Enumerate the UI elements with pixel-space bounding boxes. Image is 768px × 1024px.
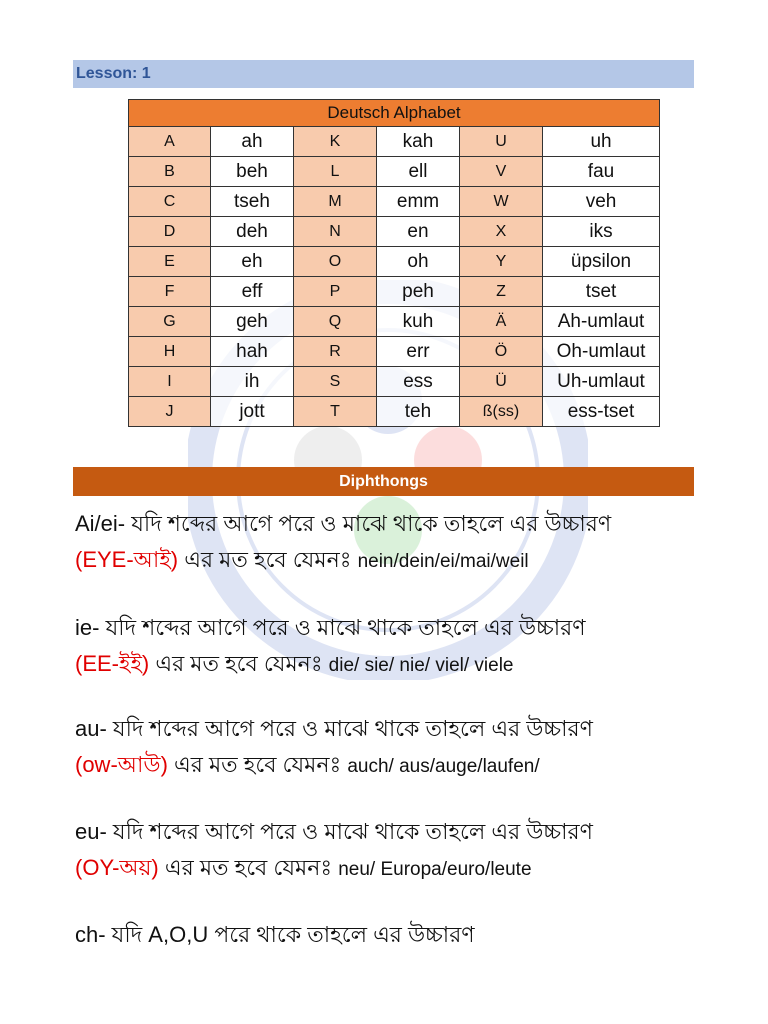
letter-cell: H xyxy=(129,337,211,367)
letter-cell: R xyxy=(294,337,377,367)
pronunciation-cell: tset xyxy=(543,277,660,307)
pronunciation-cell: oh xyxy=(377,247,460,277)
alphabet-row xyxy=(129,367,660,397)
diphthong-rule-ch: ch- যদি A,O,U পরে থাকে তাহলে এর উচ্চারণ xyxy=(75,922,475,947)
alphabet-row xyxy=(129,157,660,187)
sound-label: (EE-ইই) xyxy=(75,651,150,676)
pronunciation-cell: ih xyxy=(211,367,294,397)
pronunciation-cell: en xyxy=(377,217,460,247)
letter-cell: ß(ss) xyxy=(460,397,543,427)
diphthong-rule-eu: eu- যদি শব্দের আগে পরে ও মাঝে থাকে তাহলে এর উচ্চারণ (OY-অয়) এর মত হবে যেমনঃ neu/ Europa/euro/leute xyxy=(75,819,593,880)
letter-cell: D xyxy=(129,217,211,247)
pronunciation-cell: tseh xyxy=(211,187,294,217)
letter-cell: X xyxy=(460,217,543,247)
pronunciation-cell: Oh-umlaut xyxy=(543,337,660,367)
sound-label: (EYE-আই) xyxy=(75,547,179,572)
letter-cell: V xyxy=(460,157,543,187)
alphabet-row xyxy=(129,247,660,277)
letter-cell: S xyxy=(294,367,377,397)
examples: auch/ aus/auge/laufen/ xyxy=(347,756,540,777)
pronunciation-cell: eh xyxy=(211,247,294,277)
alphabet-row xyxy=(129,187,660,217)
letter-cell: L xyxy=(294,157,377,187)
pronunciation-cell: deh xyxy=(211,217,294,247)
pronunciation-cell: teh xyxy=(377,397,460,427)
letter-cell: M xyxy=(294,187,377,217)
letter-cell: P xyxy=(294,277,377,307)
alphabet-row xyxy=(129,127,660,157)
alphabet-row xyxy=(129,277,660,307)
pronunciation-cell: veh xyxy=(543,187,660,217)
pronunciation-cell: uh xyxy=(543,127,660,157)
pronunciation-cell: hah xyxy=(211,337,294,367)
alphabet-row xyxy=(129,217,660,247)
pronunciation-cell: peh xyxy=(377,277,460,307)
pronunciation-cell: ell xyxy=(377,157,460,187)
diphthong-rule-ie: ie- যদি শব্দের আগে পরে ও মাঝে থাকে তাহলে এর উচ্চারণ (EE-ইই) এর মত হবে যেমনঃ die/ sie/ nie/ viel/ viele xyxy=(75,615,586,676)
pronunciation-cell: üpsilon xyxy=(543,247,660,277)
pronunciation-cell: jott xyxy=(211,397,294,427)
diphthong-rule-au: au- যদি শব্দের আগে পরে ও মাঝে থাকে তাহলে এর উচ্চারণ (ow-আউ) এর মত হবে যেমনঃ auch/ aus/auge/laufen/ xyxy=(75,716,593,777)
letter-cell: C xyxy=(129,187,211,217)
letter-cell: G xyxy=(129,307,211,337)
alphabet-title: Deutsch Alphabet xyxy=(129,100,660,127)
pronunciation-cell: beh xyxy=(211,157,294,187)
pronunciation-cell: eff xyxy=(211,277,294,307)
pronunciation-cell: err xyxy=(377,337,460,367)
letter-cell: J xyxy=(129,397,211,427)
pronunciation-cell: emm xyxy=(377,187,460,217)
diphthong-rule-ai-ei: Ai/ei- যদি শব্দের আগে পরে ও মাঝে থাকে তাহলে এর উচ্চারণ (EYE-আই) এর মত হবে যেমনঃ nein/dein/ei/mai/weil xyxy=(75,511,612,572)
pronunciation-cell: fau xyxy=(543,157,660,187)
pronunciation-cell: kuh xyxy=(377,307,460,337)
sound-label: (OY-অয়) xyxy=(75,855,159,880)
alphabet-row xyxy=(129,397,660,427)
letter-cell: T xyxy=(294,397,377,427)
pronunciation-cell: Uh-umlaut xyxy=(543,367,660,397)
alphabet-table xyxy=(128,99,660,427)
pronunciation-cell: kah xyxy=(377,127,460,157)
letter-cell: U xyxy=(460,127,543,157)
pronunciation-cell: geh xyxy=(211,307,294,337)
pronunciation-cell: ah xyxy=(211,127,294,157)
letter-cell: Y xyxy=(460,247,543,277)
pronunciation-cell: iks xyxy=(543,217,660,247)
diphthongs-title: Diphthongs xyxy=(73,467,694,496)
letter-cell: F xyxy=(129,277,211,307)
examples: nein/dein/ei/mai/weil xyxy=(357,551,529,572)
alphabet-row xyxy=(129,307,660,337)
letter-cell: Q xyxy=(294,307,377,337)
letter-cell: A xyxy=(129,127,211,157)
letter-cell: N xyxy=(294,217,377,247)
letter-cell: Ö xyxy=(460,337,543,367)
letter-cell: K xyxy=(294,127,377,157)
pronunciation-cell: ess-tset xyxy=(543,397,660,427)
letter-cell: Z xyxy=(460,277,543,307)
lesson-label: Lesson: 1 xyxy=(73,60,694,88)
letter-cell: W xyxy=(460,187,543,217)
letter-cell: Ä xyxy=(460,307,543,337)
letter-cell: B xyxy=(129,157,211,187)
letter-cell: E xyxy=(129,247,211,277)
sound-label: (ow-আউ) xyxy=(75,752,168,777)
alphabet-row xyxy=(129,337,660,367)
pronunciation-cell: ess xyxy=(377,367,460,397)
letter-cell: O xyxy=(294,247,377,277)
examples: neu/ Europa/euro/leute xyxy=(338,859,532,880)
pronunciation-cell: Ah-umlaut xyxy=(543,307,660,337)
examples: die/ sie/ nie/ viel/ viele xyxy=(328,655,514,676)
letter-cell: I xyxy=(129,367,211,397)
letter-cell: Ü xyxy=(460,367,543,397)
